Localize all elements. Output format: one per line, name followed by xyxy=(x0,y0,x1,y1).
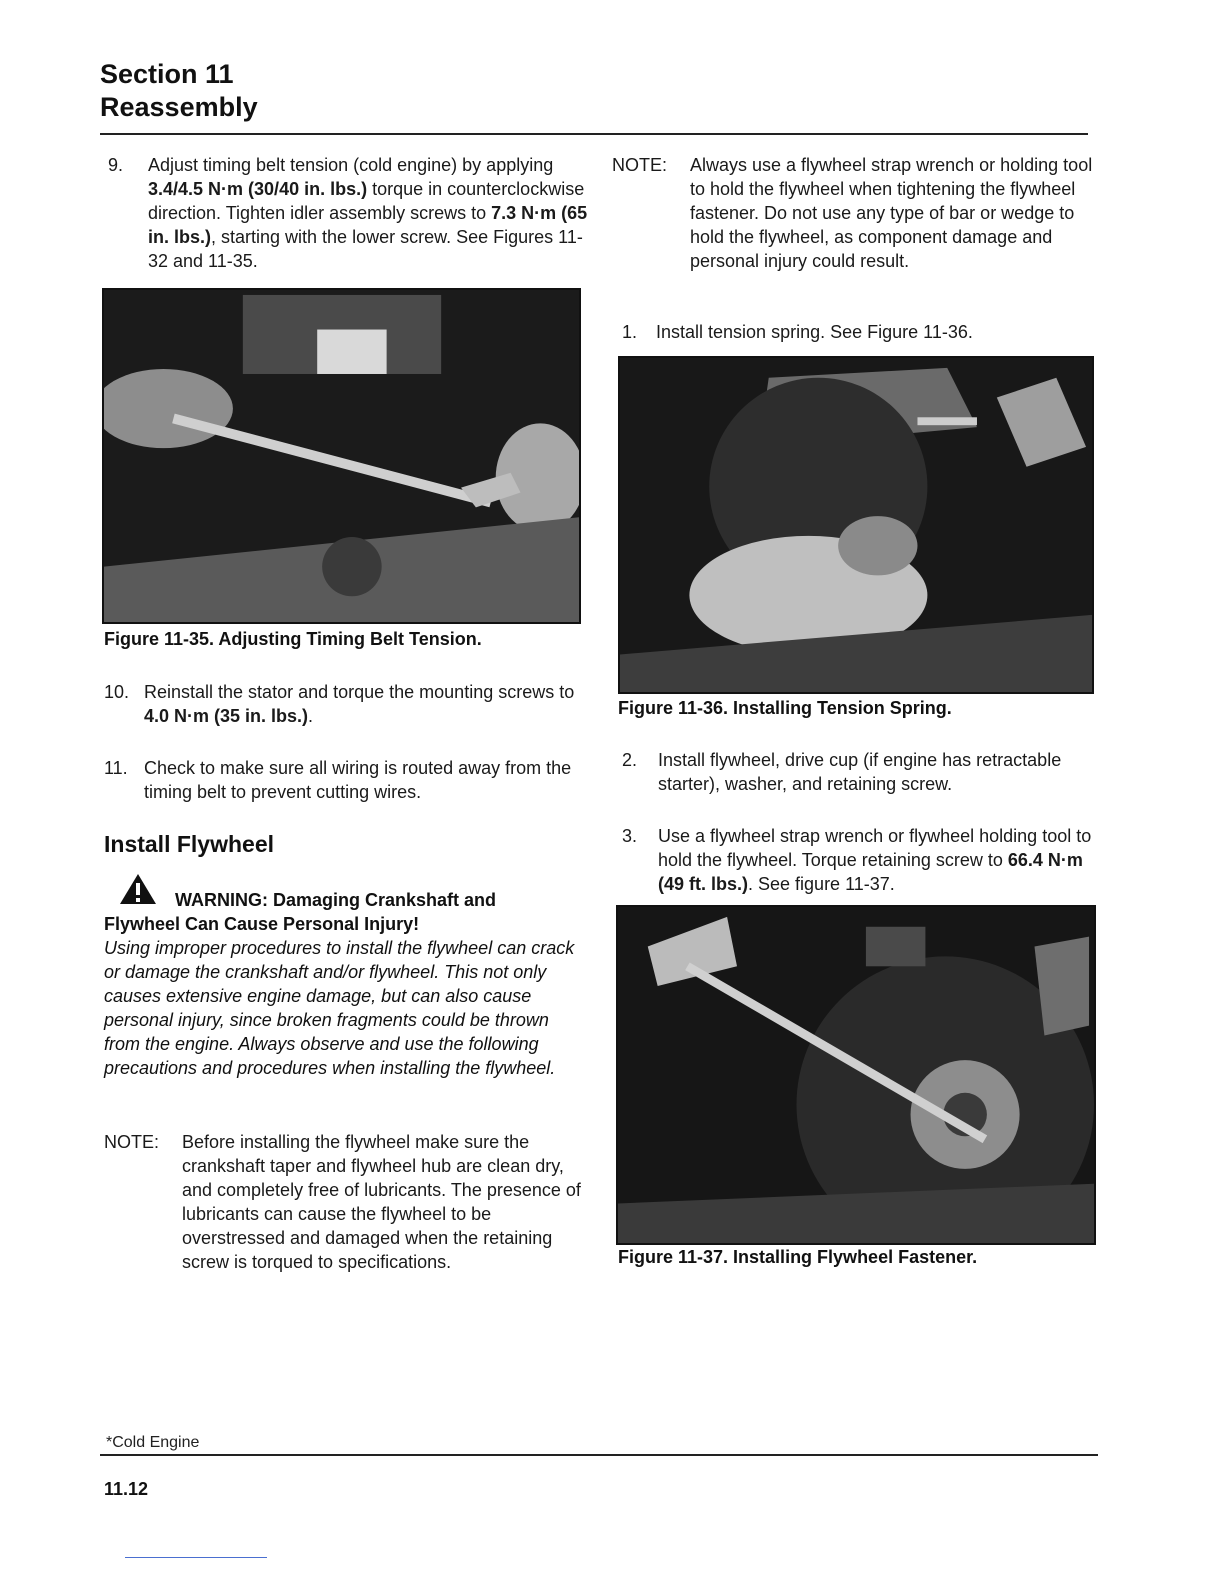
figure-11-37-photo xyxy=(616,905,1096,1245)
step-text: Install flywheel, drive cup (if engine has retractable starter), washer, and retaining screw. xyxy=(658,750,1062,794)
step-text: Reinstall the stator and torque the mounting screws to 4.0 N·m (35 in. lbs.). xyxy=(144,682,575,726)
step-number: 11. xyxy=(104,758,128,778)
warning-body: Using improper procedures to install the flywheel can crack or damage the crankshaft and/or flywheel. This not only causes extensive engine damage, but can also cause personal injury, since broken fragments could be thrown from the engine. Always observe and use the following precautions and procedures when installing the flywheel. xyxy=(104,938,575,1078)
figure-11-37-caption: Figure 11-37. Installing Flywheel Fastener. xyxy=(618,1247,978,1267)
step-9 xyxy=(108,153,588,273)
tension-spring-photo-illustration xyxy=(620,358,1092,692)
step-text: Check to make sure all wiring is routed away from the timing belt to prevent cutting wires. xyxy=(144,758,572,802)
figure-11-35-caption: Figure 11-35. Adjusting Timing Belt Tension. xyxy=(104,629,482,649)
step-11 xyxy=(104,756,584,804)
section-header xyxy=(100,58,258,124)
header-rule xyxy=(100,133,1088,135)
footer-rule xyxy=(100,1454,1098,1456)
step-text: Install tension spring. See Figure 11-36. xyxy=(656,322,973,342)
figure-11-36-photo xyxy=(618,356,1094,694)
note-text: Before installing the flywheel make sure the crankshaft taper and flywheel hub are clean dry, and completely free of lubricants. The presence of lubricants can cause the flywheel to be overstressed and damaged when the retaining screw is torqued to specifications. xyxy=(182,1132,581,1272)
warning-triangle-icon xyxy=(118,872,158,906)
note-text: Always use a flywheel strap wrench or holding tool to hold the flywheel when tightening the flywheel fastener. Do not use any type of bar or wedge to hold the flywheel, as component damage and personal injury could result. xyxy=(690,155,1093,271)
note-label: NOTE: xyxy=(104,1132,160,1152)
figure-11-35-photo xyxy=(102,288,581,624)
bottom-link-underline xyxy=(125,1557,267,1558)
note-lubricants xyxy=(104,1130,588,1274)
step-10 xyxy=(104,680,584,728)
timing-belt-photo-illustration xyxy=(104,290,579,622)
warning-heading-line2: Flywheel Can Cause Personal Injury! xyxy=(104,914,420,934)
step-1 xyxy=(622,320,1092,344)
warning-heading-line1: WARNING: Damaging Crankshaft and xyxy=(175,890,497,910)
install-flywheel-heading: Install Flywheel xyxy=(104,831,274,857)
step-text: Adjust timing belt tension (cold engine) by applying 3.4/4.5 N·m (30/40 in. lbs.) torque in counterclockwise direction. Tighten idler assembly screws to 7.3 N·m (65 in. lbs.), starting with the lower screw. See Figures 11-32 and 11-35. xyxy=(148,155,588,271)
step-number: 10. xyxy=(104,682,130,702)
section-number: Section 11 xyxy=(100,59,234,89)
note-strap-wrench xyxy=(612,153,1098,273)
step-number: 9. xyxy=(108,155,124,175)
flywheel-fastener-photo-illustration xyxy=(618,907,1094,1243)
step-2 xyxy=(622,748,1092,796)
figure-11-36-caption: Figure 11-36. Installing Tension Spring. xyxy=(618,698,952,718)
page-number: 11.12 xyxy=(104,1479,149,1499)
step-number: 3. xyxy=(622,826,638,846)
note-label: NOTE: xyxy=(612,155,668,175)
step-number: 1. xyxy=(622,322,638,342)
section-title: Reassembly xyxy=(100,92,258,122)
step-number: 2. xyxy=(622,750,638,770)
footnote: *Cold Engine xyxy=(106,1434,200,1451)
step-3 xyxy=(622,824,1092,896)
step-text: Use a flywheel strap wrench or flywheel holding tool to hold the flywheel. Torque retaining screw to 66.4 N·m (49 ft. lbs.). See figure 11-37. xyxy=(658,826,1092,894)
